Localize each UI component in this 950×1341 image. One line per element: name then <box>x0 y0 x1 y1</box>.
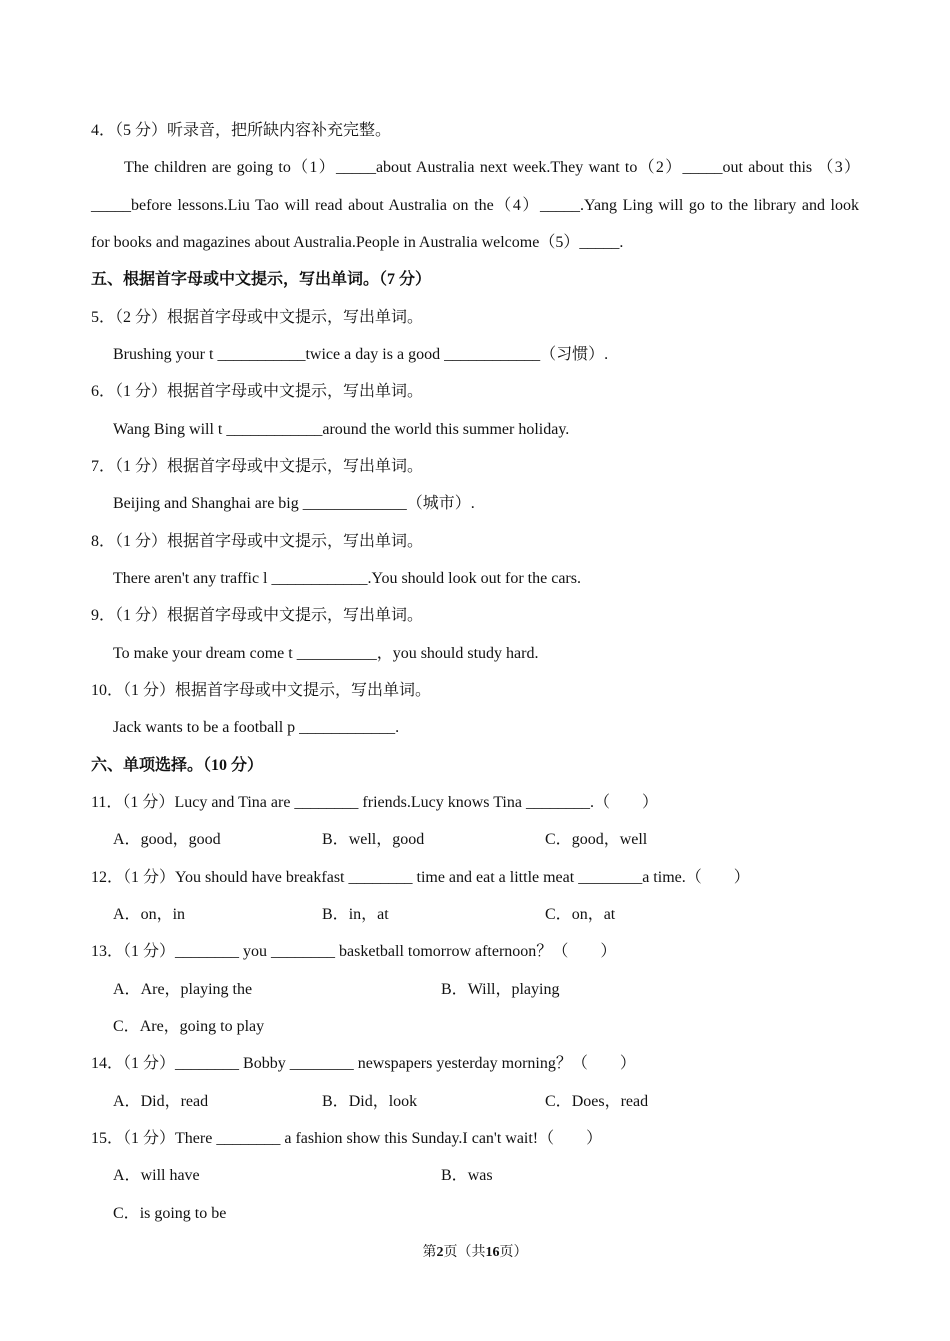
fill-sentence: Jack wants to be a football p ____________. <box>113 719 400 737</box>
question-4-passage-line-3 <box>0 224 950 261</box>
option-label: C． <box>113 1017 140 1035</box>
option-a <box>113 1083 208 1120</box>
question-number: 12． <box>91 868 124 886</box>
option-label: A． <box>113 1092 141 1110</box>
option-text: good，well <box>571 831 648 849</box>
passage-text: The children are going to（1）_____about Australia next week.They want to（2）_____out about this （3） <box>124 159 860 177</box>
question-stem: ________ Bobby ________ newspapers yesterday morning？ <box>175 1055 572 1073</box>
question-number: 9． <box>91 607 116 625</box>
question-15-options-row-2 <box>0 1195 950 1232</box>
question-stem: There ________ a fashion show this Sunday.I can't wait! <box>175 1129 539 1147</box>
question-11-stem <box>0 784 950 821</box>
question-number: 14． <box>91 1055 124 1073</box>
answer-bracket: （ ） <box>538 1129 603 1147</box>
question-prompt: 根据首字母或中文提示，写出单词。 <box>167 457 424 475</box>
question-number: 4． <box>91 122 116 139</box>
question-4-header <box>0 112 950 149</box>
fill-sentence: Beijing and Shanghai are big _____________（城市）. <box>113 495 475 513</box>
option-label: A． <box>113 980 141 998</box>
option-label: C． <box>113 1204 140 1222</box>
question-prompt: 根据首字母或中文提示，写出单词。 <box>167 532 424 550</box>
question-score: （1 分） <box>122 793 175 811</box>
option-label: C． <box>545 831 572 849</box>
current-page-number: 2 <box>436 1245 444 1260</box>
question-score: （1 分） <box>123 1055 176 1073</box>
section-6-heading <box>0 747 950 784</box>
option-b <box>441 971 559 1008</box>
question-number: 10． <box>91 681 124 699</box>
option-text: was <box>467 1167 493 1185</box>
option-c <box>113 1008 264 1045</box>
option-text: Did，look <box>348 1092 418 1110</box>
page-footer <box>0 1241 950 1265</box>
option-label: B． <box>441 980 468 998</box>
option-label: C． <box>545 1092 572 1110</box>
answer-bracket: （ ） <box>552 943 617 961</box>
question-9-sentence <box>0 635 950 672</box>
option-text: Are，going to play <box>139 1017 265 1035</box>
question-14-options <box>0 1083 950 1120</box>
question-13-options-row-2 <box>0 1008 950 1045</box>
option-c <box>545 821 647 858</box>
question-score: （1 分） <box>123 868 176 886</box>
option-text: in，at <box>348 905 389 923</box>
option-text: on，in <box>140 905 186 923</box>
option-label: A． <box>113 831 141 849</box>
option-text: Will，playing <box>467 980 560 998</box>
option-label: B． <box>441 1167 468 1185</box>
question-10-sentence <box>0 709 950 746</box>
question-number: 11． <box>91 793 123 811</box>
option-label: B． <box>322 831 349 849</box>
option-label: B． <box>322 1092 349 1110</box>
question-6-sentence <box>0 411 950 448</box>
question-number: 7． <box>91 457 116 475</box>
question-score: （1 分） <box>115 607 168 625</box>
option-text: well，good <box>348 831 425 849</box>
option-a <box>113 821 221 858</box>
option-c <box>545 896 615 933</box>
page-content <box>0 112 950 1232</box>
question-score: （1 分） <box>123 1129 176 1147</box>
option-label: A． <box>113 905 141 923</box>
option-label: A． <box>113 1167 141 1185</box>
option-a <box>113 1157 200 1194</box>
option-c <box>113 1195 226 1232</box>
question-15-stem <box>0 1120 950 1157</box>
passage-text: _____before lessons.Liu Tao will read about Australia on the（4）_____.Yang Ling will go to the library and look <box>91 196 859 214</box>
question-9-header <box>0 597 950 634</box>
option-a <box>113 896 185 933</box>
option-text: Are，playing the <box>140 980 253 998</box>
question-number: 15． <box>91 1129 124 1147</box>
question-7-sentence <box>0 485 950 522</box>
fill-sentence: There aren't any traffic l ____________.You should look out for the cars. <box>113 569 581 587</box>
footer-prefix: 第 <box>422 1245 437 1260</box>
option-text: will have <box>140 1167 200 1185</box>
question-6-header <box>0 373 950 410</box>
question-prompt: 根据首字母或中文提示，写出单词。 <box>175 681 432 699</box>
question-number: 5． <box>91 308 116 326</box>
section-score: （7 分） <box>379 271 432 289</box>
question-13-options-row-1 <box>0 971 950 1008</box>
question-prompt: 听录音，把所缺内容补充完整。 <box>167 122 392 139</box>
question-score: （1 分） <box>123 681 176 699</box>
question-5-sentence <box>0 336 950 373</box>
option-text: is going to be <box>139 1204 227 1222</box>
question-4-passage-line-2 <box>0 187 950 224</box>
question-7-header <box>0 448 950 485</box>
fill-sentence: Brushing your t ___________twice a day is a good ____________（习惯）. <box>113 345 609 363</box>
question-score: （1 分） <box>115 383 168 401</box>
option-text: Does，read <box>571 1092 649 1110</box>
question-score: （2 分） <box>115 308 168 326</box>
question-5-header <box>0 299 950 336</box>
footer-middle: 页（共 <box>443 1245 486 1260</box>
question-8-sentence <box>0 560 950 597</box>
answer-bracket: （ ） <box>685 868 750 886</box>
option-b <box>322 821 424 858</box>
question-14-stem <box>0 1045 950 1082</box>
total-pages: 16 <box>485 1245 500 1260</box>
section-title: 六、单项选择。 <box>91 756 204 774</box>
section-title: 五、根据首字母或中文提示，写出单词。 <box>91 271 380 289</box>
passage-text: for books and magazines about Australia.People in Australia welcome（5）_____. <box>91 233 624 251</box>
question-prompt: 根据首字母或中文提示，写出单词。 <box>167 383 424 401</box>
question-prompt: 根据首字母或中文提示，写出单词。 <box>167 607 424 625</box>
section-score: （10 分） <box>203 756 264 774</box>
answer-bracket: （ ） <box>571 1055 636 1073</box>
question-15-options-row-1 <box>0 1157 950 1194</box>
question-number: 8． <box>91 532 116 550</box>
option-a <box>113 971 252 1008</box>
question-stem: You should have breakfast ________ time and eat a little meat ________a time. <box>175 868 686 886</box>
question-stem: ________ you ________ basketball tomorrow afternoon？ <box>175 943 553 961</box>
question-8-header <box>0 523 950 560</box>
question-number: 13． <box>91 943 124 961</box>
option-b <box>322 896 389 933</box>
option-b <box>441 1157 493 1194</box>
question-12-options <box>0 896 950 933</box>
option-label: B． <box>322 905 349 923</box>
question-stem: Lucy and Tina are ________ friends.Lucy knows Tina ________. <box>174 793 594 811</box>
question-score: （1 分） <box>115 532 168 550</box>
section-5-heading <box>0 261 950 298</box>
option-label: C． <box>545 905 572 923</box>
fill-sentence: Wang Bing will t ____________around the world this summer holiday. <box>113 420 570 438</box>
question-score: （1 分） <box>123 943 176 961</box>
question-13-stem <box>0 933 950 970</box>
option-text: on，at <box>571 905 616 923</box>
question-10-header <box>0 672 950 709</box>
question-score: （1 分） <box>115 457 168 475</box>
question-prompt: 根据首字母或中文提示，写出单词。 <box>167 308 424 326</box>
question-score: （5 分） <box>115 122 168 139</box>
footer-suffix: 页） <box>499 1245 528 1260</box>
answer-bracket: （ ） <box>593 793 658 811</box>
option-text: Did，read <box>140 1092 209 1110</box>
question-11-options <box>0 821 950 858</box>
question-12-stem <box>0 859 950 896</box>
option-text: good，good <box>140 831 221 849</box>
option-c <box>545 1083 648 1120</box>
question-4-passage-line-1 <box>0 149 950 186</box>
question-number: 6． <box>91 383 116 401</box>
fill-sentence: To make your dream come t __________，you should study hard. <box>113 644 539 662</box>
option-b <box>322 1083 417 1120</box>
